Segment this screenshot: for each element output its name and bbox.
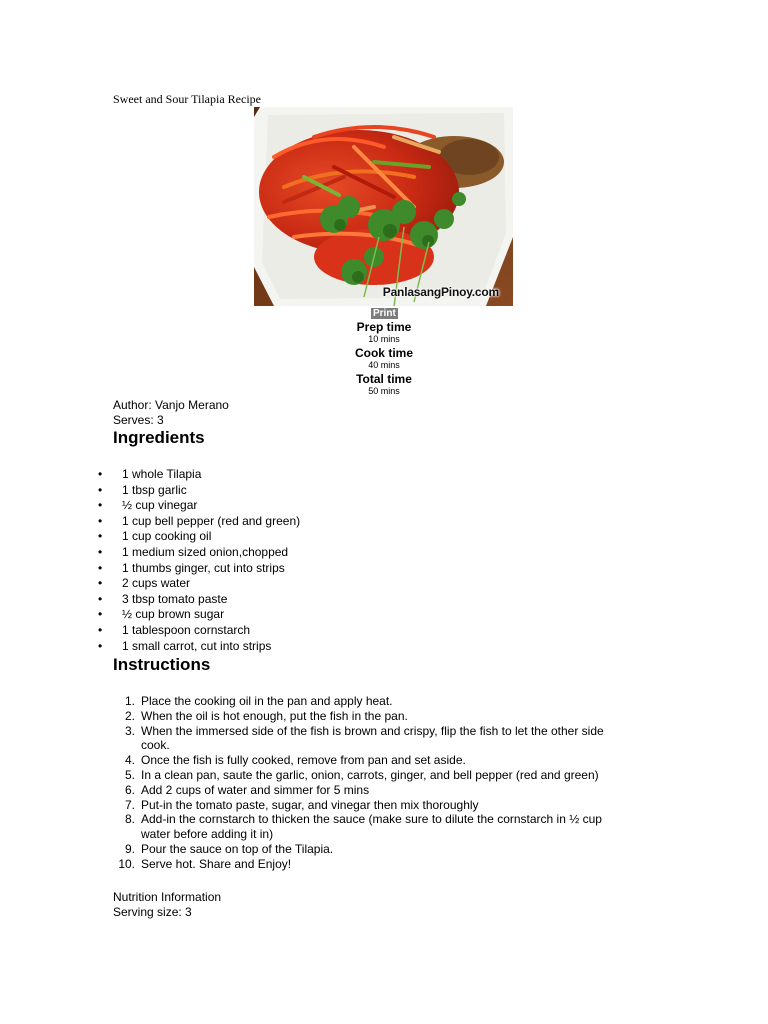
recipe-photo <box>254 107 513 306</box>
ingredient-item: • 1 tbsp garlic <box>98 482 187 497</box>
prep-time-value: 10 mins <box>368 334 400 344</box>
cook-time-value: 40 mins <box>368 360 400 370</box>
total-time-value: 50 mins <box>368 386 400 396</box>
prep-time-block <box>284 320 484 345</box>
ingredients-list <box>98 467 300 654</box>
ingredients-heading: Ingredients <box>113 428 205 447</box>
photo-watermark: PanlasangPinoy.com <box>382 285 499 299</box>
instruction-step: 6. Add 2 cups of water and simmer for 5 mins <box>124 782 370 797</box>
instruction-step: 2. When the oil is hot enough, put the fish in the pan. <box>124 708 408 723</box>
ingredient-item: • ½ cup brown sugar <box>98 607 225 622</box>
bullet-icon: • <box>98 498 103 513</box>
ingredient-item: • 1 whole Tilapia <box>98 467 202 481</box>
instruction-step: 8. Add-in the cornstarch to thicken the sauce (make sure to dilute the cornstarch in ½ cup water before adding it in) <box>124 812 602 842</box>
instruction-step: 7. Put-in the tomato paste, sugar, and vinegar then mix thoroughly <box>124 797 479 812</box>
ingredient-item: • 1 small carrot, cut into strips <box>98 638 272 653</box>
fish-dish-image <box>254 107 513 306</box>
bullet-icon: • <box>98 560 103 575</box>
ingredient-item: • ½ cup vinegar <box>98 498 198 513</box>
bullet-icon: • <box>98 638 103 653</box>
print-button[interactable]: Print <box>373 308 396 319</box>
nutrition-heading: Nutrition Information <box>113 890 222 904</box>
ingredient-item: • 2 cups water <box>98 576 191 591</box>
bullet-icon: • <box>98 622 103 637</box>
bullet-icon: • <box>98 482 103 497</box>
instructions-list <box>113 694 633 872</box>
bullet-icon: • <box>98 607 103 622</box>
instruction-step: 1. Place the cooking oil in the pan and apply heat. <box>124 694 393 708</box>
ingredient-item: • 1 cup cooking oil <box>98 529 212 544</box>
prep-time-label: Prep time <box>356 320 412 334</box>
serving-size-line: Serving size: 3 <box>113 905 192 919</box>
instruction-step: 5. In a clean pan, saute the garlic, onion, carrots, ginger, and bell pepper (red and green) <box>124 767 599 782</box>
instruction-step: 4. Once the fish is fully cooked, remove from pan and set aside. <box>124 753 466 768</box>
instructions-heading: Instructions <box>113 655 211 674</box>
total-time-block <box>284 372 484 397</box>
total-time-label: Total time <box>356 372 412 386</box>
bullet-icon: • <box>98 513 103 528</box>
ingredient-item: • 1 tablespoon cornstarch <box>98 622 251 637</box>
instruction-step: 9. Pour the sauce on top of the Tilapia. <box>124 841 334 856</box>
instruction-step: 10. Serve hot. Share and Enjoy! <box>118 856 292 871</box>
ingredient-item: • 1 thumbs ginger, cut into strips <box>98 560 285 575</box>
cook-time-block <box>284 346 484 371</box>
cook-time-label: Cook time <box>354 346 413 360</box>
bullet-icon: • <box>98 576 103 591</box>
author-line: Author: Vanjo Merano <box>113 398 229 412</box>
document-title: Sweet and Sour Tilapia Recipe <box>113 92 261 106</box>
instruction-step: 3. When the immersed side of the fish is brown and crispy, flip the fish to let the other side cook. <box>124 723 604 753</box>
serves-line: Serves: 3 <box>113 413 164 427</box>
ingredient-item: • 1 medium sized onion,chopped <box>98 544 289 559</box>
bullet-icon: • <box>98 591 103 606</box>
bullet-icon: • <box>98 544 103 559</box>
bullet-icon: • <box>98 467 103 481</box>
ingredient-item: • 1 cup bell pepper (red and green) <box>98 513 301 528</box>
bullet-icon: • <box>98 529 103 544</box>
ingredient-item: • 3 tbsp tomato paste <box>98 591 228 606</box>
